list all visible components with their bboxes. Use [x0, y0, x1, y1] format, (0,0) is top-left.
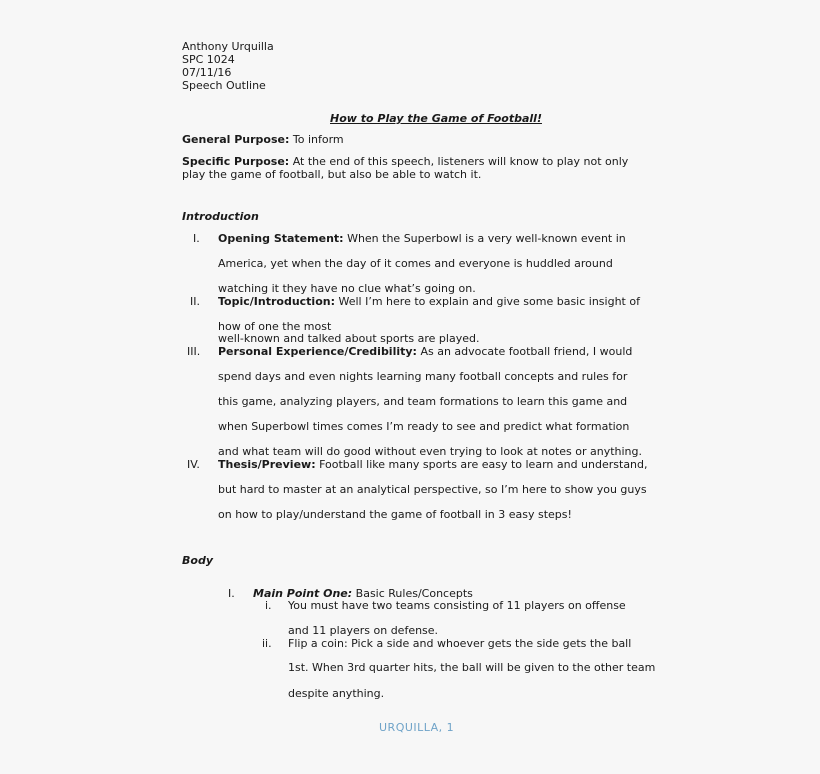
sub-point-numeral: ii.: [262, 637, 272, 650]
sub-point-line: and 11 players on defense.: [288, 624, 439, 637]
page-footer: URQUILLA, 1: [379, 721, 455, 734]
specific-purpose-line: play the game of football, but also be able to watch it.: [182, 168, 482, 181]
outline-numeral: I.: [193, 232, 200, 245]
general-purpose-text: To inform: [292, 133, 344, 146]
outline-item-line: and what team will do good without even trying to look at notes or anything.: [218, 445, 642, 458]
outline-item-line: but hard to master at an analytical perspective, so I’m here to show you guys: [218, 483, 647, 496]
outline-item-line: well-known and talked about sports are played.: [218, 332, 480, 345]
outline-item-label: Topic/Introduction:: [218, 295, 335, 308]
main-point-label: Main Point One:: [253, 587, 353, 600]
document-date: 07/11/16: [182, 66, 232, 79]
sub-point-line: You must have two teams consisting of 11 players on offense: [288, 599, 626, 612]
general-purpose-label: General Purpose:: [182, 133, 290, 146]
sub-point-line: despite anything.: [288, 687, 385, 700]
outline-item-line: [218, 232, 626, 245]
outline-numeral: III.: [187, 345, 201, 358]
outline-item-label: Thesis/Preview:: [218, 458, 316, 471]
outline-item-label: Opening Statement:: [218, 232, 344, 245]
sub-point-line: 1st. When 3rd quarter hits, the ball will be given to the other team: [288, 661, 656, 674]
outline-item-line: spend days and even nights learning many football concepts and rules for: [218, 370, 628, 383]
document-type: Speech Outline: [182, 79, 266, 92]
main-point-numeral: I.: [228, 587, 235, 600]
body-heading: Body: [182, 554, 213, 567]
specific-purpose-line: At the end of this speech, listeners will know to play not only: [292, 155, 629, 168]
outline-item-line: how of one the most: [218, 320, 332, 333]
speech-title: How to Play the Game of Football!: [330, 112, 542, 125]
specific-purpose: [182, 155, 628, 168]
outline-item-text: Well I’m here to explain and give some basic insight of: [338, 295, 640, 308]
outline-numeral: IV.: [187, 458, 200, 471]
outline-item-line: on how to play/understand the game of football in 3 easy steps!: [218, 508, 572, 521]
sub-point-line: Flip a coin: Pick a side and whoever gets the side gets the ball: [288, 637, 632, 650]
outline-item-label: Personal Experience/Credibility:: [218, 345, 417, 358]
outline-item-line: watching it they have no clue what’s going on.: [218, 282, 476, 295]
general-purpose: [182, 133, 344, 146]
outline-item-text: As an advocate football friend, I would: [420, 345, 633, 358]
outline-item-line: this game, analyzing players, and team formations to learn this game and: [218, 395, 628, 408]
introduction-heading: Introduction: [182, 210, 259, 223]
outline-item-line: [218, 345, 632, 358]
outline-item-text: When the Superbowl is a very well-known event in: [347, 232, 626, 245]
outline-item-line: when Superbowl times comes I’m ready to see and predict what formation: [218, 420, 630, 433]
outline-item-line: [218, 458, 648, 471]
author-name: Anthony Urquilla: [182, 40, 274, 53]
main-point-text: Basic Rules/Concepts: [355, 587, 473, 600]
outline-item-line: [218, 295, 640, 308]
outline-item-text: Football like many sports are easy to learn and understand,: [319, 458, 648, 471]
sub-point-numeral: i.: [265, 599, 272, 612]
course-code: SPC 1024: [182, 53, 235, 66]
specific-purpose-label: Specific Purpose:: [182, 155, 290, 168]
outline-numeral: II.: [190, 295, 200, 308]
outline-item-line: America, yet when the day of it comes and everyone is huddled around: [218, 257, 613, 270]
